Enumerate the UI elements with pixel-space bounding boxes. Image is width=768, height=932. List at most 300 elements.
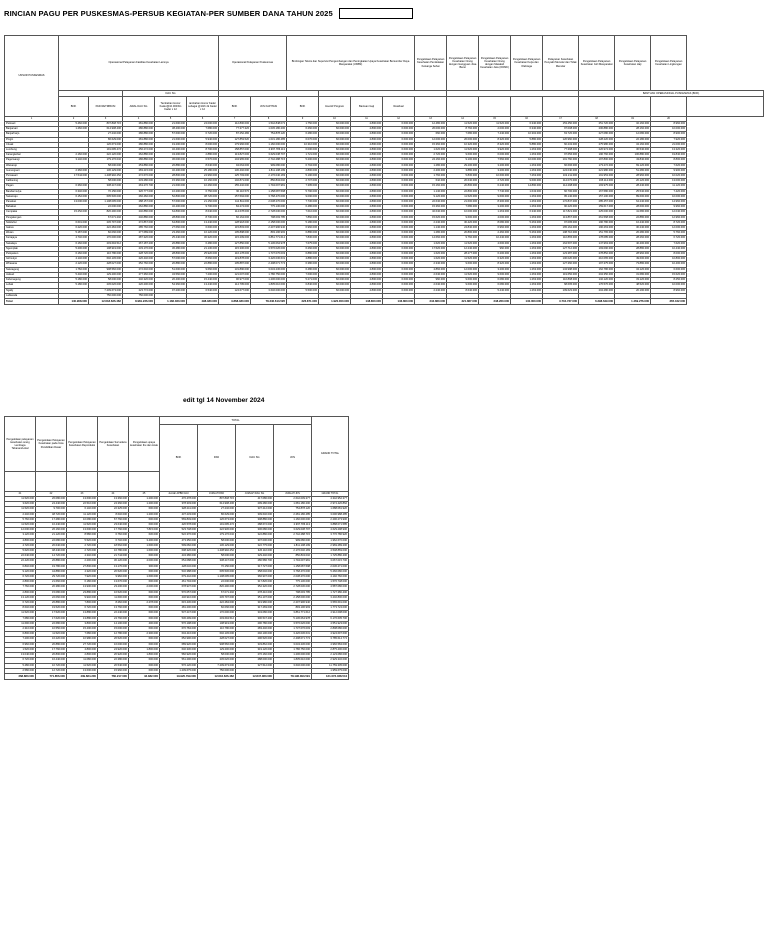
table1-cell: 120.960.000	[543, 137, 579, 142]
table1-cell: 51.280.000	[615, 168, 651, 173]
table1-cell: 193.090.000	[579, 246, 615, 251]
table1-cell: 49.600.000	[615, 257, 651, 262]
table1-cell: 22.640.000	[415, 200, 447, 205]
table2-cell: 6.176.605.700	[312, 616, 349, 621]
table2-cell: 358.002.000	[236, 569, 274, 574]
table1-row-name: Purwasari	[5, 174, 59, 179]
table1-cell: 428.027.000	[89, 262, 123, 267]
table1-cell: 10.000.000	[447, 210, 479, 215]
table1-cell: 1.620.000	[415, 252, 447, 257]
table1-row-name: Sidoluhur	[5, 220, 59, 225]
table2-cell: 20.380.000	[36, 585, 67, 590]
table1-cell: 3.768.470.000	[251, 194, 287, 199]
table2-cell: 600.000	[129, 595, 160, 600]
table1-cell: 60.000.000	[319, 122, 351, 127]
table2-cell: 18.562.000	[98, 543, 129, 548]
table2-total-cell: 12.616.636.462	[198, 673, 236, 679]
table2-cell: 19.520.000	[36, 606, 67, 611]
table1-total-cell: 1.182.360.000	[155, 298, 187, 304]
table1-cell: 1.263.000	[511, 205, 543, 210]
table2-cell: 569.849.000	[160, 517, 198, 522]
table1-row-name: Panekan	[5, 200, 59, 205]
table1-cell: 1.263.000	[511, 241, 543, 246]
table2-cell: 21.660.000	[36, 580, 67, 585]
table2-cell: 3.776.780.920	[312, 533, 349, 538]
table1-cell: 750.000.000	[89, 293, 123, 298]
table1-cell: 10.260.000	[187, 184, 219, 189]
table1-index-cell: 16	[511, 117, 543, 122]
table1-cell: 285.760.000	[123, 226, 155, 231]
table2-cell: 3.629.038.797	[274, 528, 312, 533]
table1-cell: 34.160.000	[615, 142, 651, 147]
table2-cell: 576.120.000	[160, 663, 198, 668]
table1-cell: 164.597.000	[543, 241, 579, 246]
table1-cell: 131.890.000	[219, 267, 251, 272]
table1-cell: 6.600.000	[383, 246, 415, 251]
table1-cell: 102.871.000	[219, 179, 251, 184]
table1-cell: 6.600.000	[383, 122, 415, 127]
table2-cell: 3.861.771.612	[274, 611, 312, 616]
table2-cell: 2.300.000	[129, 632, 160, 637]
table1-row-name: Pingin	[5, 137, 59, 142]
table2-cell: 296.520.000	[236, 637, 274, 642]
table2-cell: 417.080.000	[236, 497, 274, 502]
table2-cell: 4.912.098.000	[312, 611, 349, 616]
table1-cell: 60.000.000	[319, 241, 351, 246]
table1-cell: 6.480.000	[187, 241, 219, 246]
table1-cell: 26.000.000	[415, 127, 447, 132]
table2-cell: 6.840.000	[5, 564, 36, 569]
table1-cell: 8.000.000	[187, 142, 219, 147]
table2-cell: 600.000	[129, 627, 160, 632]
table1-cell: 19.200.000	[155, 142, 187, 147]
table1-cell: 114.795.000	[219, 283, 251, 288]
table2-cell: 600.000	[129, 517, 160, 522]
table1-cell: 5.180.000	[59, 283, 89, 288]
table1-cell: 6.080.000	[479, 278, 511, 283]
table2-cell: 170.000.000	[198, 611, 236, 616]
table1-cell: 4.800.000	[351, 257, 383, 262]
table1-index-cell: 12	[383, 117, 415, 122]
t2-header-total: TOTAL	[160, 417, 312, 425]
table2-cell: 10.550.000	[36, 627, 67, 632]
table2-cell: 11.690.000	[5, 621, 36, 626]
table1-cell: 58.000.000	[89, 179, 123, 184]
table1-total-cell: 146.800.000	[383, 298, 415, 304]
table1-row-name: Banjarharjo	[5, 132, 59, 137]
table1-cell: 15.160.000	[415, 184, 447, 189]
table2-cell: 13.600.000	[67, 668, 98, 673]
table1-cell: 112.800.000	[219, 122, 251, 127]
table1-cell: 129.200.000	[89, 272, 123, 277]
table2-cell: 2.038.270.000	[274, 575, 312, 580]
table2-cell: 434.386.000	[160, 554, 198, 559]
table2-cell: 6.960.000	[5, 642, 36, 647]
table2-cell: 26.880.000	[36, 559, 67, 564]
table2-cell: 654.088.000	[160, 559, 198, 564]
header-kesling: Pengelolaan Pelayanan Kesehatan Lingkungan	[651, 36, 687, 91]
table1-cell: 9.120.000	[415, 194, 447, 199]
table1-cell: 11.520.000	[447, 272, 479, 277]
table2-cell: 22.640.000	[5, 554, 36, 559]
table2-cell: 630.000	[129, 533, 160, 538]
table1-cell: 7.680.000	[447, 205, 479, 210]
table1-cell: 6.000.000	[479, 153, 511, 158]
table2-cell: 1.725.880.400	[312, 554, 349, 559]
table1-cell: 210.065.000	[579, 257, 615, 262]
table2-cell: 12.720.000	[36, 668, 67, 673]
table1-cell: 4.800.000	[351, 179, 383, 184]
table1-cell: 2.240.000	[415, 220, 447, 225]
table1-cell: 5.440.000	[59, 272, 89, 277]
table1-cell: 4.600.000	[479, 241, 511, 246]
table1-cell: 278.852.000	[579, 252, 615, 257]
table1-cell: 9.600.000	[511, 179, 543, 184]
table2-cell: 280.586.700	[236, 559, 274, 564]
table1-row-name: Wanarejo	[5, 163, 59, 168]
table1-cell: 1.031.186.485	[251, 137, 287, 142]
table1-cell: 6.600.000	[383, 288, 415, 293]
table2-cell: 446.910.000	[160, 595, 198, 600]
table1-cell: 6.360.000	[59, 184, 89, 189]
table1-cell: 31.680.000	[615, 272, 651, 277]
table1-index-cell: 1	[5, 117, 59, 122]
table1-cell: 4.800.000	[351, 241, 383, 246]
table1-cell: 10.302.000	[511, 132, 543, 137]
table2-cell: 750.000.000	[198, 668, 236, 673]
table1-row-name: Gabus	[5, 226, 59, 231]
table1-cell: 60.000.000	[319, 184, 351, 189]
table1-cell: 2.742.288.715	[251, 158, 287, 163]
table2-cell: 44.880.000	[36, 569, 67, 574]
table1-cell: 60.000.000	[319, 283, 351, 288]
table1-cell: 2.880.000	[187, 153, 219, 158]
table2-cell: 437.233.000	[160, 512, 198, 517]
table1-cell: 22.880.000	[615, 215, 651, 220]
table2-cell: 679.442.000	[160, 575, 198, 580]
table1-cell: 2.160.000	[59, 153, 89, 158]
table1-cell: 2.640.000	[415, 283, 447, 288]
table1-cell: 17.544.000	[59, 174, 89, 179]
table1-row-name: Kebonagung	[5, 278, 59, 283]
table1-cell: 2.728.030.000	[251, 210, 287, 215]
table1-cell: 221.980.000	[579, 168, 615, 173]
table1-cell: 281.880.000	[123, 137, 155, 142]
table2-cell: 3.800.000	[67, 621, 98, 626]
table1-cell: 10.310.000	[287, 142, 319, 147]
table2-cell: 3.067.015.700	[312, 559, 349, 564]
table2-index-cell: GRAND TOTAL	[312, 492, 349, 497]
table1-row-name: Sukalaya	[5, 241, 59, 246]
table1-cell: 28.960.000	[615, 252, 651, 257]
table1-cell: 4.800.000	[351, 210, 383, 215]
table1-cell: 11.520.000	[447, 122, 479, 127]
page-title: RINCIAN PAGU PER PUSKESMAS-PERSUB KEGIATAN-PER SUMBER DANA TAHUN 2025	[4, 9, 333, 18]
table1-cell: 10.800.000	[651, 257, 687, 262]
table1-cell: 8.720.000	[651, 220, 687, 225]
table2-cell: 2.296.273.900	[312, 517, 349, 522]
table2-total-cell: 771.856.000	[36, 673, 67, 679]
header-op-fasilitas: Operasional Pelayanan Fasilitas Kesehatan Lainnya	[59, 36, 219, 91]
table1-cell: 60.000.000	[319, 132, 351, 137]
table2-cell: 2.278.000	[129, 601, 160, 606]
table1-cell: 4.800.000	[351, 153, 383, 158]
table2-cell: 16.440.000	[36, 658, 67, 663]
table1-cell: 33.120.000	[615, 278, 651, 283]
table1-cell: 6.600.000	[383, 158, 415, 163]
table2-cell: 6.740.000	[98, 538, 129, 543]
table2-cell: 6.720.000	[67, 606, 98, 611]
table1-cell: 3.200.000	[479, 163, 511, 168]
table1-row-name: Sukoagung	[5, 267, 59, 272]
table1-cell: 191.953.000	[579, 174, 615, 179]
table1-cell: 6.600.000	[383, 220, 415, 225]
table1-cell: 29.200.000	[447, 163, 479, 168]
table1-index-cell: 6	[187, 117, 219, 122]
table2-cell: 689.920.000	[160, 642, 198, 647]
table1-cell: 60.000.000	[319, 189, 351, 194]
table1-cell: 197.375.000	[579, 262, 615, 267]
table1-cell: 119.878.000	[219, 257, 251, 262]
table1-cell: 73.880.000	[615, 262, 651, 267]
table1-total-cell: 1.469.276.000	[615, 298, 651, 304]
table1-cell: 21.600.000	[155, 184, 187, 189]
table1-total-cell: 1.920.000.000	[319, 298, 351, 304]
table1-cell: 2.720.000	[415, 153, 447, 158]
table1-cell: 5.263.000	[511, 220, 543, 225]
table1-cell: 57.600.000	[155, 200, 187, 205]
table2-cell: 337.212.000	[236, 507, 274, 512]
table1-row-name: Labkesda	[5, 293, 59, 298]
table1-cell: 750.000.000	[123, 293, 155, 298]
table1-cell: 102.211.000	[543, 174, 579, 179]
table1-total-cell: 12.618.636.462	[89, 298, 123, 304]
table2-total-cell: 12.847.080.000	[236, 673, 274, 679]
table1-index-cell: 19	[615, 117, 651, 122]
table1-cell: 159.617.000	[579, 205, 615, 210]
table1-cell: 127.712.000	[543, 246, 579, 251]
table1-cell: 5.460.000	[59, 122, 89, 127]
table2-cell: 600.000	[129, 569, 160, 574]
table1-cell: 20.120.000	[615, 179, 651, 184]
table1-total-cell: 140.908.000	[59, 298, 89, 304]
table1-cell: 22.000.000	[89, 205, 123, 210]
table2-cell: 307.000.000	[236, 538, 274, 543]
t2-header-c5: Pengelolaan upaya kesehatan Ibu dan Anak	[129, 417, 160, 472]
t2-header-c2: Pengelolaan Pelayanan Kesehatan pada Usia Pendidikan Dasar	[36, 417, 67, 472]
table1-cell: 128.918.000	[219, 220, 251, 225]
table1-cell: 41.680.000	[615, 210, 651, 215]
table2-cell: 14.720.000	[36, 554, 67, 559]
t2-header-bok: BOK	[160, 425, 198, 492]
table2-cell: 12.780.000	[98, 632, 129, 637]
table1-cell: 134.998.000	[543, 267, 579, 272]
table2-cell: 6.800.000	[5, 632, 36, 637]
table1-cell: 281.880.000	[123, 122, 155, 127]
table1-index-cell: 14	[447, 117, 479, 122]
table1-cell: 67.071.202	[89, 215, 123, 220]
table1-cell: 4.800.000	[351, 246, 383, 251]
table2-index-cell: Jumlah APBD DAU	[160, 492, 198, 497]
table1-cell: 3.629.038.797	[251, 153, 287, 158]
table2-cell: 14.100.000	[98, 621, 129, 626]
table2-cell: 6.760.000	[98, 533, 129, 538]
table2-cell: 82.066.000	[198, 606, 236, 611]
table2-cell: 1.800.000	[129, 647, 160, 652]
table1-cell: 9.700.000	[187, 205, 219, 210]
header-bok-bantuan: BANTUAN OPERASIONAL PUSKESMAS (BOK)	[579, 91, 764, 97]
table2-cell: 299.280.000	[236, 502, 274, 507]
title-row	[4, 8, 413, 19]
table1-cell: 16.120.000	[187, 231, 219, 236]
table1-index-cell: 18	[579, 117, 615, 122]
table1-cell: 87.252.480	[219, 132, 251, 137]
table1-cell: 15.360.000	[155, 179, 187, 184]
table2-cell: 3.120.000	[5, 533, 36, 538]
table2-cell: 850.834.002	[274, 554, 312, 559]
table2-cell: 317.269.000	[236, 606, 274, 611]
table1-cell: 20.800.000	[447, 184, 479, 189]
table1-cell: 9.600.000	[447, 262, 479, 267]
table1-cell: 4.800.000	[351, 174, 383, 179]
table2-cell: 20.880.000	[36, 642, 67, 647]
table1-cell: 14.890.000	[511, 184, 543, 189]
table1-cell: 8.960.000	[651, 288, 687, 293]
table1-cell: 25.180.000	[187, 168, 219, 173]
table2-cell: 23.200.000	[98, 585, 129, 590]
table1-cell: 4.800.000	[351, 220, 383, 225]
table2-cell: 670.784.000	[160, 627, 198, 632]
table1-cell: 338.247.000	[89, 184, 123, 189]
table1-cell: 1.263.000	[511, 288, 543, 293]
table2-cell: 10.080.000	[67, 517, 98, 522]
table1-cell: 6.160.000	[59, 241, 89, 246]
table1-index-cell: 11	[351, 117, 383, 122]
table1-cell: 60.000.000	[319, 236, 351, 241]
table1-cell: 6.600.000	[383, 231, 415, 236]
table2-cell: 6.180.000	[67, 580, 98, 585]
table1-cell: 4.800.000	[351, 189, 383, 194]
table2-cell: 7.209.673.000	[198, 663, 236, 668]
table1-cell: 1.811.108.199	[251, 168, 287, 173]
col-insentif: Insentif Program	[319, 97, 351, 117]
table1-cell: 7.200.000	[187, 272, 219, 277]
table2-cell: 2.974.420.862	[312, 502, 349, 507]
table2-cell: 308.880.000	[236, 517, 274, 522]
table2-cell: 473.350.000	[160, 538, 198, 543]
table1-cell: 24.000.000	[187, 122, 219, 127]
table2-cell: 532.388.000	[160, 569, 198, 574]
table2-cell: 26.880.000	[36, 601, 67, 606]
table2-cell: 4.000.000	[129, 559, 160, 564]
table1-cell: 4.800.000	[351, 194, 383, 199]
table1-cell: 6.080.000	[479, 283, 511, 288]
table2-cell: 13.880.000	[67, 611, 98, 616]
table1-cell: 3.200.000	[479, 168, 511, 173]
table2-cell: 26.080.000	[36, 497, 67, 502]
table2-cell: 3.034.236.000	[274, 642, 312, 647]
table1-cell: 1.760.000	[415, 174, 447, 179]
table1-cell: 28.800.000	[155, 215, 187, 220]
table1-cell: 109.623.000	[543, 288, 579, 293]
table1-cell: 155.432.000	[219, 184, 251, 189]
table2-cell: 22.510.000	[67, 502, 98, 507]
table1-cell: 1.263.000	[511, 252, 543, 257]
table2-cell: 1.200.000	[129, 512, 160, 517]
table1-cell: 193.975.000	[579, 184, 615, 189]
table2-cell: 300.547.200	[236, 616, 274, 621]
table1-cell: 275.980.000	[579, 142, 615, 147]
table2-cell: 351.107.000	[236, 595, 274, 600]
table1-cell: 820.290.000	[89, 210, 123, 215]
table2-cell: 1.438.992.252	[198, 549, 236, 554]
table1-cell: 251.720.000	[579, 122, 615, 127]
table1-cell: 8.640.000	[447, 288, 479, 293]
table1-cell: 286.880.000	[123, 132, 155, 137]
table1-cell: 228.720.000	[123, 252, 155, 257]
table2-cell: 4.192.760.000	[312, 575, 349, 580]
table2-cell: 11.520.000	[5, 497, 36, 502]
table1-cell: 124.677.000	[219, 288, 251, 293]
table2-cell: 13.880.000	[67, 616, 98, 621]
table1-row-name: Banjarsari	[5, 127, 59, 132]
table1-cell: 2.158.000.000	[251, 220, 287, 225]
table2-cell: 1.200.000	[129, 502, 160, 507]
table2-index-cell: 23	[67, 492, 98, 497]
table1-cell: 8.800.000	[651, 158, 687, 163]
table2-cell: 4.342.952.377	[312, 497, 349, 502]
header-op-puskesmas: Operasional Pelayanan Puskesmas	[219, 36, 287, 91]
table2-cell: 203.694.512	[198, 616, 236, 621]
table1-cell: 4.800.000	[351, 252, 383, 257]
table1-cell: 6.600.000	[383, 189, 415, 194]
table1-cell: 7.440.000	[479, 132, 511, 137]
table1-cell: 6.486.000	[287, 205, 319, 210]
table1-cell: 1.835.010.000	[251, 283, 287, 288]
header-lansia: Pengelolaan Pelayanan Kesehatan Orang dengan Gangguan Jiwa Berat	[447, 36, 479, 91]
table1-cell: 1.620.000	[415, 257, 447, 262]
table1-cell: 7.560.000	[479, 158, 511, 163]
table2-cell: 2.158.000.000	[274, 595, 312, 600]
table1-cell: 4.800.000	[351, 122, 383, 127]
table1-row-name: Pagerwangi	[5, 158, 59, 163]
table2-cell: 2.000.000	[129, 585, 160, 590]
table1-cell: 4.800.000	[351, 283, 383, 288]
table2-cell: 26.520.000	[98, 637, 129, 642]
table2-cell: 798.093.785	[274, 590, 312, 595]
table2-total-cell: 439.684.200	[67, 673, 98, 679]
table2-cell: 1.600.000	[129, 575, 160, 580]
table1-cell: 58.000.000	[89, 278, 123, 283]
table2-cell: 15.400.000	[67, 627, 98, 632]
table1-row-name: Ngemplak	[5, 246, 59, 251]
table1-index-cell: 2	[59, 117, 89, 122]
table2-cell: 6.140.000	[67, 507, 98, 512]
table2-cell: 283.440.000	[236, 627, 274, 632]
table1-cell: 30.420.000	[447, 220, 479, 225]
table1-cell: 195.112.000	[579, 179, 615, 184]
table2-cell: 22.000.000	[198, 580, 236, 585]
table1-cell: 222.120.000	[89, 153, 123, 158]
table2-cell: 22.325.000	[98, 507, 129, 512]
table1-cell: 115.209.000	[219, 236, 251, 241]
table1-cell: 2.997.786.113	[251, 148, 287, 153]
table1-cell: 999.080.000	[251, 163, 287, 168]
table2-cell: 600.000	[129, 554, 160, 559]
table1-cell: 60.000.000	[319, 127, 351, 132]
table1-cell: 262.880.000	[123, 153, 155, 158]
table2-index-cell: 22	[36, 492, 67, 497]
